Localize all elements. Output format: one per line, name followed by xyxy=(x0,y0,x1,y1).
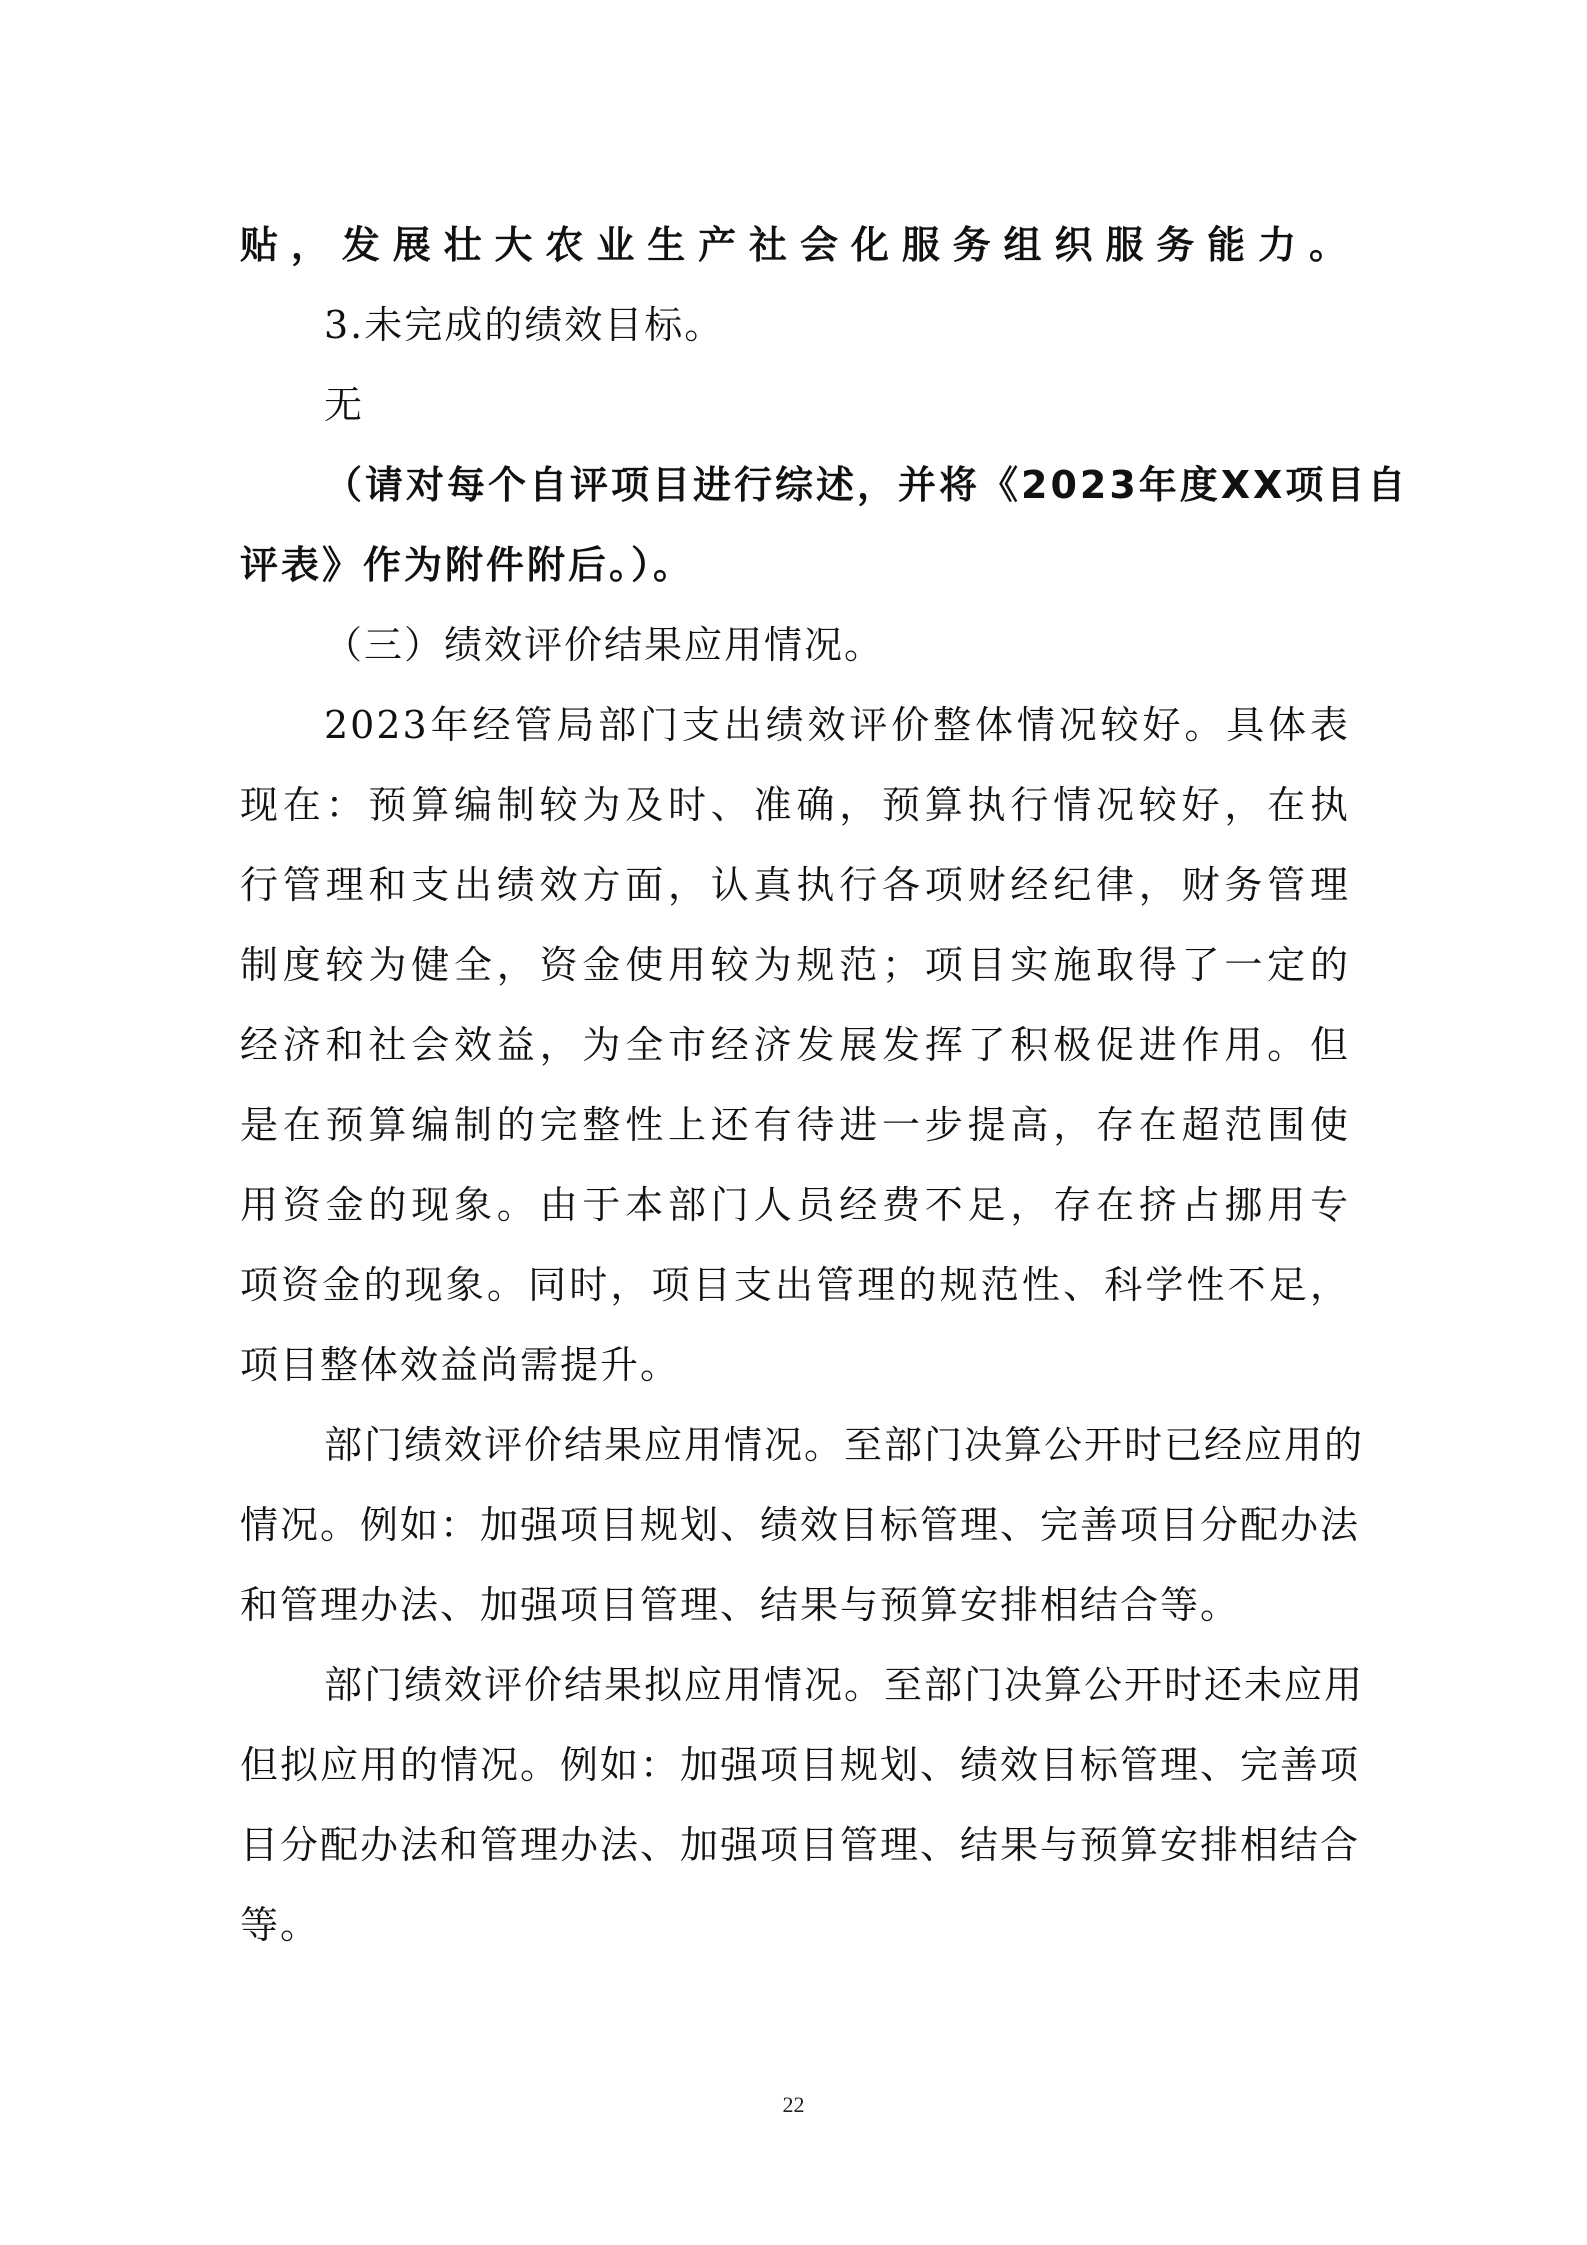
paragraph-line: 用资金的现象。由于本部门人员经费不足，存在挤占挪用专 xyxy=(240,1183,1350,1227)
paragraph-line: 经济和社会效益，为全市经济发展发挥了积极促进作用。但 xyxy=(240,1023,1350,1067)
paragraph-line: 和管理办法、加强项目管理、结果与预算安排相结合等。 xyxy=(240,1583,1241,1627)
paragraph-line: 行管理和支出绩效方面，认真执行各项财经纪律，财务管理 xyxy=(240,863,1350,907)
paragraph-line: 无 xyxy=(324,383,365,427)
paragraph-line: 情况。例如：加强项目规划、绩效目标管理、完善项目分配办法 xyxy=(240,1503,1361,1547)
paragraph-line: 项资金的现象。同时，项目支出管理的规范性、科学性不足， xyxy=(240,1263,1350,1307)
note-line: 评表》作为附件附后。）。 xyxy=(240,543,695,587)
paragraph-line: 等。 xyxy=(240,1903,321,1947)
paragraph-line: 部门绩效评价结果应用情况。至部门决算公开时已经应用的 xyxy=(324,1423,1365,1467)
paragraph-line: 是在预算编制的完整性上还有待进一步提高，存在超范围使 xyxy=(240,1103,1350,1147)
paragraph-line: 制度较为健全，资金使用较为规范；项目实施取得了一定的 xyxy=(240,943,1350,987)
paragraph-line: 项目整体效益尚需提升。 xyxy=(240,1343,681,1387)
paragraph-line: 部门绩效评价结果拟应用情况。至部门决算公开时还未应用 xyxy=(324,1663,1365,1707)
paragraph-line: 2023年经管局部门支出绩效评价整体情况较好。具体表 xyxy=(324,703,1350,747)
page-number: 22 xyxy=(782,2092,805,2117)
paragraph-line: 现在：预算编制较为及时、准确，预算执行情况较好，在执 xyxy=(240,783,1350,827)
note-line: （请对每个自评项目进行综述，并将《2023年度XX项目自 xyxy=(324,463,1409,507)
paragraph-line: 但拟应用的情况。例如：加强项目规划、绩效目标管理、完善项 xyxy=(240,1743,1361,1787)
paragraph-line: 目分配办法和管理办法、加强项目管理、结果与预算安排相结合 xyxy=(240,1823,1361,1867)
paragraph-line: 贴，发展壮大农业生产社会化服务组织服务能力。 xyxy=(240,223,1350,267)
section-heading: （三）绩效评价结果应用情况。 xyxy=(324,623,885,667)
section-heading: 3.未完成的绩效目标。 xyxy=(324,303,725,347)
